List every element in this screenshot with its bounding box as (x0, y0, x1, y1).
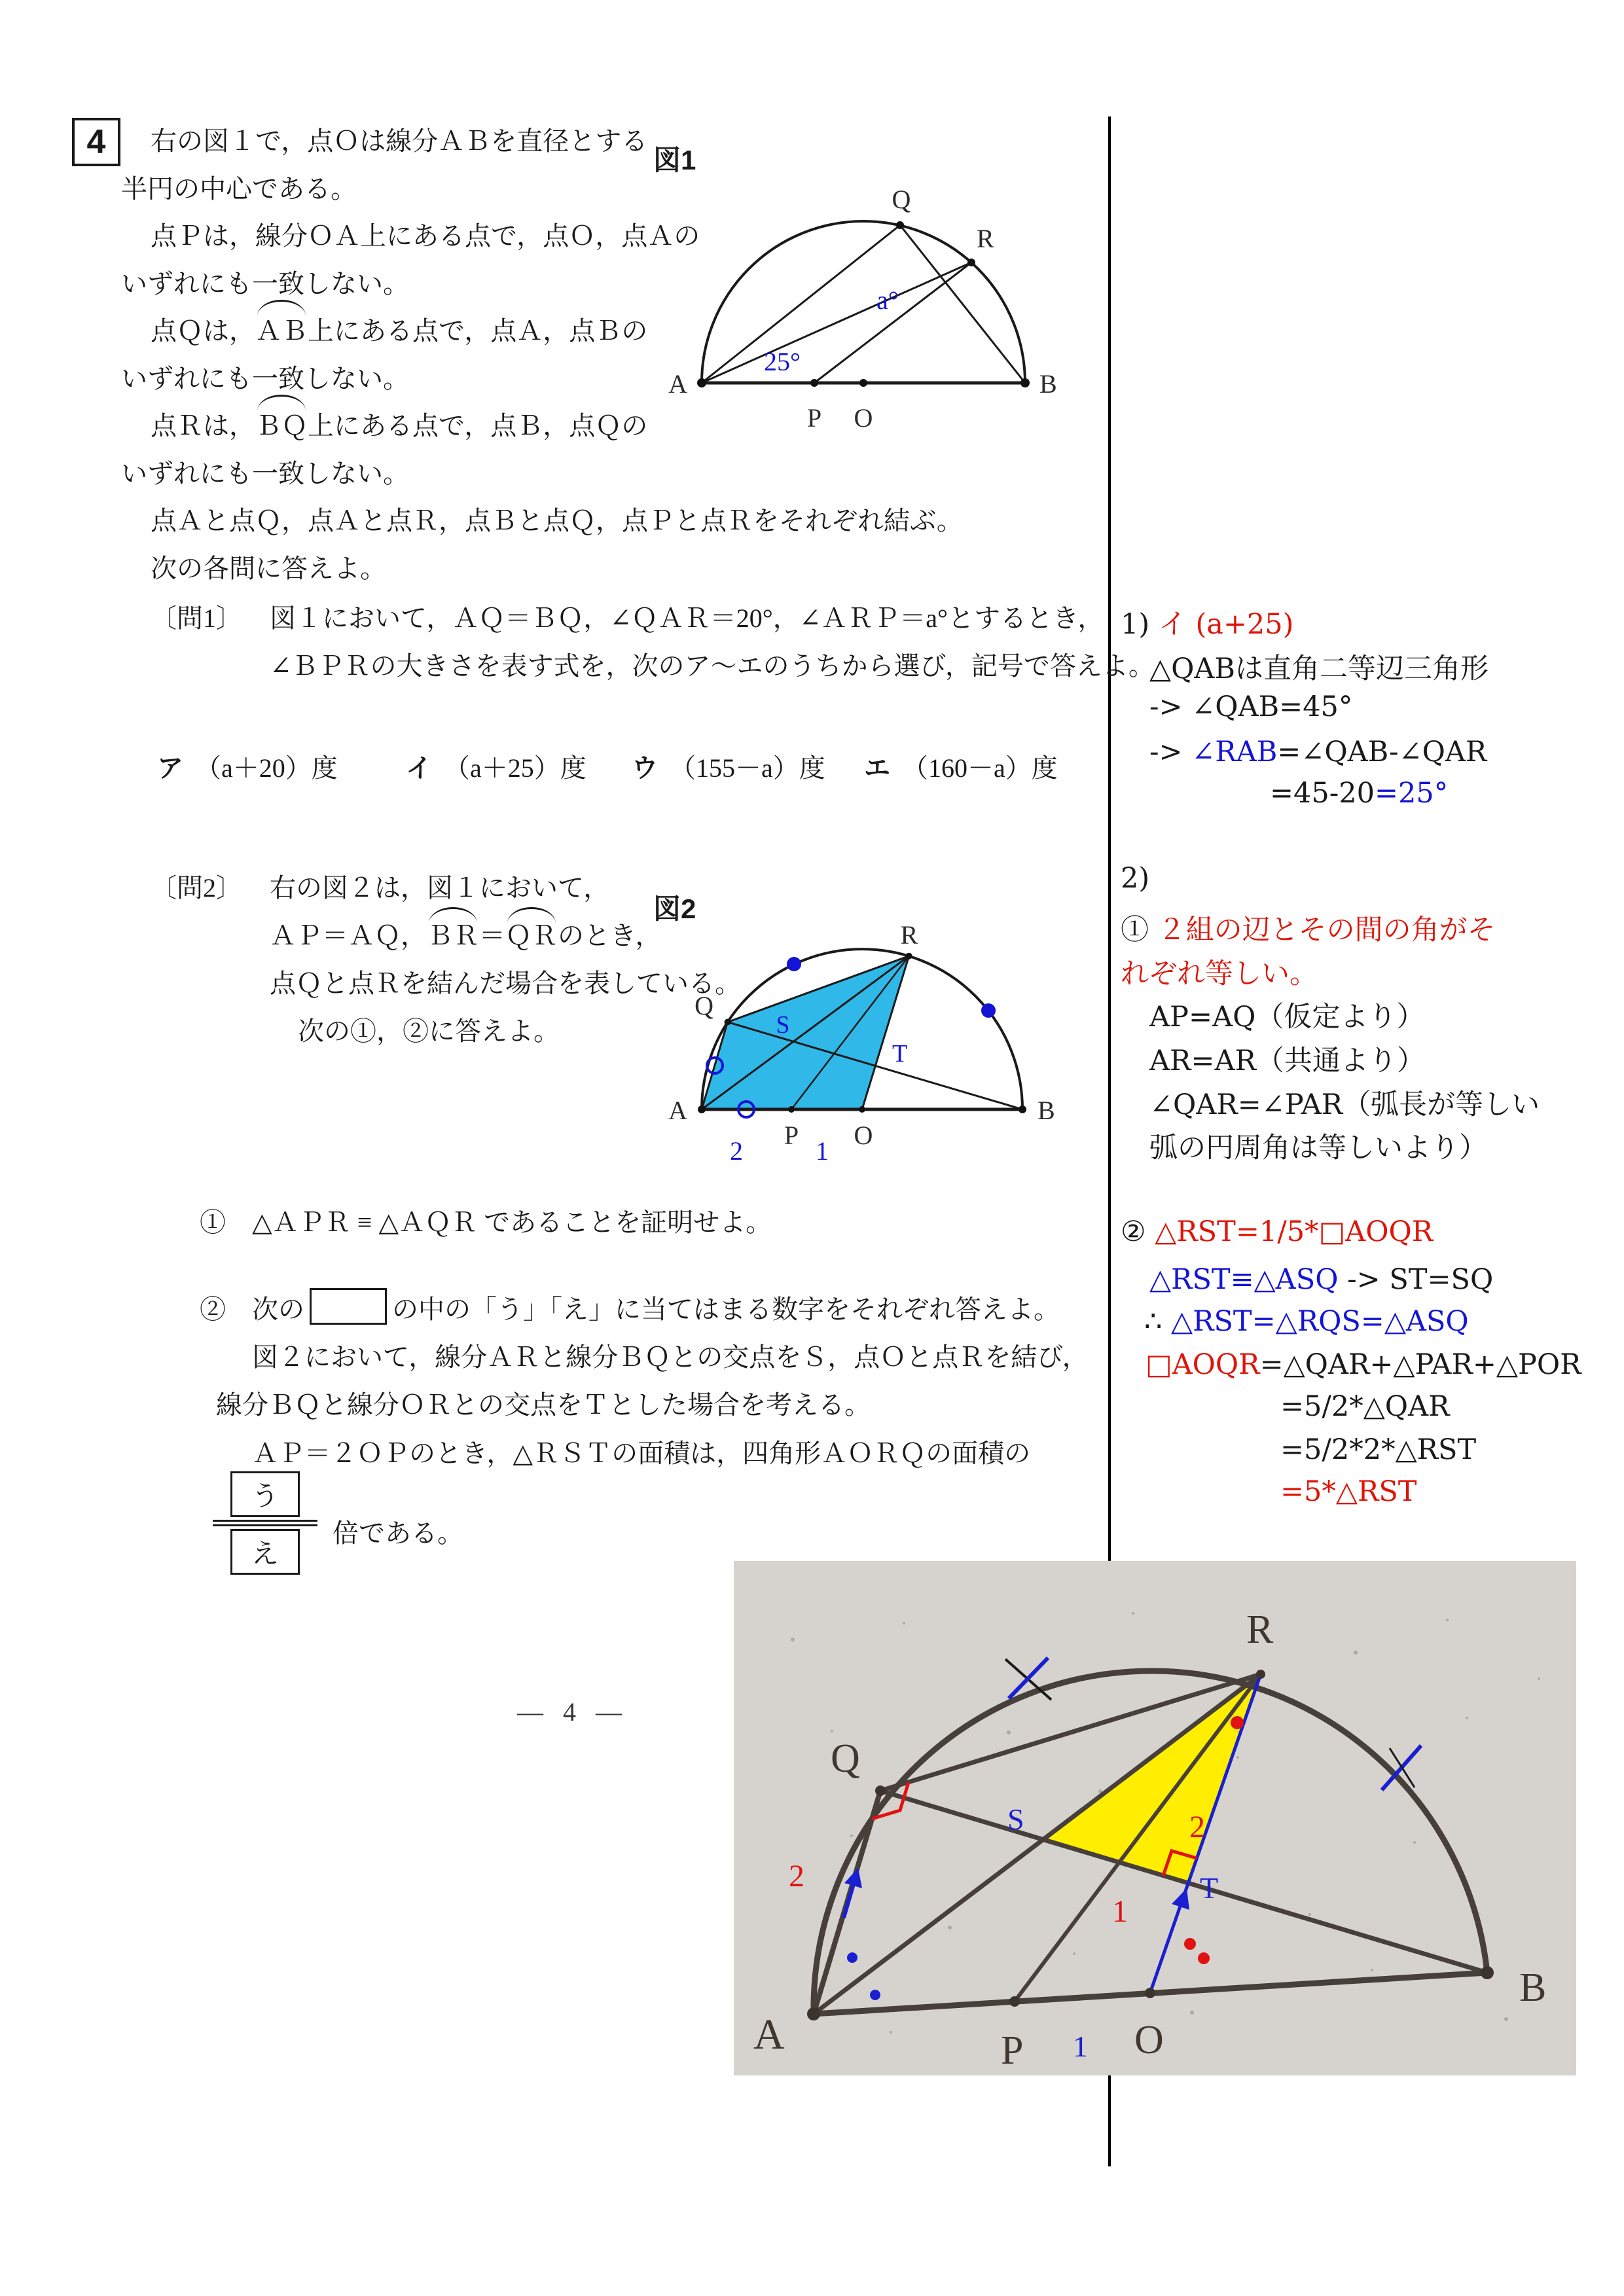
q2-sub2-suffix: 倍である。 (333, 1518, 463, 1548)
intro-line-2: 半円の中心である。 (121, 173, 357, 204)
fig1-label-Q: Q (892, 185, 911, 214)
fig1-chord-AQ (702, 225, 900, 383)
q1-choice-u-key: ウ (632, 754, 658, 783)
sol2-line-4: 弧の円周角は等しいより） (1149, 1132, 1487, 1164)
sol3-line-3 (1144, 1305, 1469, 1338)
sol2-line-3: ∠QAR=∠PAR（弧長が等しい (1149, 1088, 1540, 1121)
photo-label-R: R (1246, 1607, 1274, 1652)
fig1-diagram (622, 124, 1106, 439)
fig2-label-A: A (668, 1096, 687, 1125)
photo-point-B (1481, 1966, 1494, 1979)
fig2-label-B: B (1038, 1096, 1055, 1125)
fig1-point-B (1020, 378, 1030, 387)
sol2-line-1: AP=AQ（仮定より） (1149, 1001, 1425, 1033)
sol1-line-4-result: =25° (1375, 777, 1449, 810)
q1-choice-e-key: エ (864, 754, 890, 783)
photo-point-R (1256, 1670, 1265, 1679)
fig1-point-A (697, 378, 706, 387)
fig2-label-P: P (784, 1121, 799, 1150)
fig2-label-R: R (900, 920, 918, 950)
fig2-label-T: T (892, 1040, 908, 1067)
photo-label-S: S (1007, 1803, 1024, 1836)
photo-blue-dot-1 (847, 1952, 857, 1963)
fraction-denominator: え (251, 1539, 279, 1570)
q1-label: 〔問1〕 (151, 603, 242, 633)
sol3-quad-red: □AOQR (1146, 1348, 1260, 1381)
sol2-reason-red-1: ２組の辺とその間の角がそ (1149, 914, 1496, 946)
photo-point-A (807, 2007, 820, 2020)
sol1-head-num: 1) (1121, 608, 1150, 641)
fig1-label-A: A (668, 369, 687, 399)
fraction-numerator-box (230, 1471, 300, 1517)
sol2-circle-1: ① (1121, 914, 1149, 946)
photo-red-dot-O2 (1198, 1952, 1210, 1964)
photo-label-Q: Q (831, 1736, 860, 1781)
photo-label-T: T (1200, 1871, 1219, 1905)
fig1-label-B: B (1039, 369, 1057, 399)
q1-choice-e-value: （160－a）度 (902, 753, 1058, 783)
intro-line-4: いずれにも一致しない。 (121, 268, 409, 298)
sol2-line-2: AR=AR（共通より） (1149, 1045, 1425, 1077)
sol2-reason-line-1 (1121, 908, 1496, 948)
sol3-circle-2: ② (1121, 1215, 1146, 1248)
fig2-length-1: 1 (816, 1136, 829, 1166)
arc-BR: ＢＲ (427, 915, 479, 952)
sol1-line-3 (1149, 736, 1487, 768)
fig2-point-B (1019, 1105, 1026, 1113)
q1-line-1: 図１において，ＡＱ＝ＢＱ，∠ＱＡＲ＝20°，∠ＡＲＰ＝a°とするとき， (270, 603, 1104, 633)
photo-point-O (1145, 1988, 1155, 1998)
sol1-line-3-angle-RAB: ∠RAB (1191, 736, 1278, 768)
fig1-angle-25: 25° (764, 347, 801, 376)
fig1-title: 図1 (653, 145, 696, 175)
fig1-label-R: R (977, 224, 994, 253)
intro-line-8: いずれにも一致しない。 (121, 458, 409, 488)
fig1-point-O (859, 379, 867, 387)
q1-choice-i (406, 747, 586, 785)
fig2-diagram (622, 877, 1106, 1185)
photo-label-P: P (1001, 2028, 1024, 2073)
fig2-point-Q (725, 1019, 731, 1026)
sol3-line-6: =5/2*2*△RST (1280, 1433, 1477, 1466)
sol1-head (1121, 602, 1293, 642)
sol1-line-3-pre: -> (1149, 736, 1192, 768)
intro-line-3: 点Ｐは，線分ＯＡ上にある点で，点Ｏ，点Ａの (151, 221, 700, 251)
intro-line-5-pre: 点Ｑは， (151, 316, 255, 346)
arc-AB: ＡＢ (255, 308, 308, 355)
photo-point-Q (875, 1785, 886, 1796)
sol1-line-3-post: =∠QAB-∠QAR (1277, 736, 1487, 768)
q2-line-2-eq: ＝ (479, 921, 505, 950)
fraction-denominator-box (230, 1529, 300, 1575)
sol3-congruence-blue: △RST≡△ASQ (1149, 1263, 1339, 1296)
fig1-chord-BQ (900, 225, 1025, 383)
photo-length-1-blue: 1 (1073, 2030, 1088, 2063)
q2-sub2-line-1 (200, 1288, 1060, 1326)
photo-label-A: A (753, 2011, 785, 2058)
sol3-line-2 (1149, 1263, 1493, 1296)
q2-sub1: ① △ＡＰＲ ≡ △ＡＱＲ であることを証明せよ。 (200, 1208, 772, 1237)
q2-sub2-line-3: 線分ＢＱと線分ＯＲとの交点をＴとした場合を考える。 (216, 1390, 871, 1420)
sol3-line-7: =5*△RST (1280, 1475, 1417, 1508)
intro-line-6: いずれにも一致しない。 (121, 363, 409, 393)
q1-choice-i-value: （a＋25）度 (444, 753, 586, 783)
q1-choice-a-key: ア (157, 754, 183, 783)
arc-BQ: ＢＱ (255, 403, 308, 450)
sol2-head: 2) (1121, 862, 1150, 895)
fig1-label-P: P (806, 403, 822, 433)
intro-line-7-post: 上にある点で，点Ｂ，点Ｑの (308, 411, 648, 440)
q1-choice-e (864, 747, 1058, 785)
photo-blue-dot-2 (870, 1990, 880, 2000)
intro-line-9: 点Ａと点Ｑ，点Ａと点Ｒ，点Ｂと点Ｑ，点Ｐと点Ｒをそれぞれ結ぶ。 (151, 506, 963, 535)
photo-label-B: B (1519, 1965, 1547, 2010)
q2-line-2-pre: ＡＰ＝ＡＱ， (270, 921, 427, 950)
sol1-line-2: -> ∠QAB=45° (1149, 691, 1353, 723)
fig2-length-2: 2 (730, 1136, 743, 1166)
q2-line-3: 点Ｑと点Ｒを結んだ場合を表している。 (270, 969, 741, 998)
q1-line-2: ∠ＢＰＲの大きさを表す式を，次のア～エのうちから選び，記号で答えよ。 (270, 651, 1155, 681)
photo-mark-1-OR: 1 (1112, 1894, 1128, 1929)
fig2-label-Q: Q (695, 991, 713, 1020)
fraction-numerator: う (251, 1482, 279, 1512)
arc-QR: ＱＲ (505, 915, 558, 952)
q1-choice-i-key: イ (406, 754, 432, 783)
fig2-arc-mark-QR-dot (787, 957, 801, 971)
answer-blank-box (310, 1288, 387, 1325)
intro-line-1: 右の図１で，点Ｏは線分ＡＢを直径とする (151, 126, 648, 156)
intro-line-10: 次の各問に答えよ。 (151, 553, 386, 583)
sol1-line-1: △QABは直角二等辺三角形 (1149, 653, 1489, 685)
photo-red-dot-R (1231, 1716, 1244, 1729)
fig1-point-P (810, 379, 818, 387)
q2-line-4: 次の①，②に答えよ。 (298, 1016, 560, 1046)
fig1-label-O: O (854, 403, 873, 433)
q2-sub2-post: の中の「う」「え」に当てはまる数字をそれぞれ答えよ。 (392, 1295, 1060, 1324)
sol3-claim-red: △RST=1/5*□AOQR (1146, 1215, 1434, 1248)
problem-number-box (72, 118, 120, 166)
q1-choice-u (632, 747, 825, 785)
fig2-title: 図2 (653, 893, 696, 924)
fig2-point-R (906, 953, 912, 960)
fig2-arc-mark-RB-dot (981, 1003, 996, 1018)
fig2-point-A (698, 1105, 706, 1113)
q2-line-1: 右の図２は，図１において， (270, 873, 610, 903)
q2-label: 〔問2〕 (151, 873, 242, 903)
photo-mark-2-RT: 2 (1189, 1810, 1205, 1844)
intro-line-5-post: 上にある点で，点Ａ，点Ｂの (308, 316, 648, 346)
photo-red-dot-O1 (1184, 1938, 1196, 1950)
q2-sub2-line-4: ＡＰ＝２ＯＰのとき，△ＲＳＴの面積は，四角形ＡＯＲＱの面積の (252, 1439, 1031, 1468)
fig2-point-O (859, 1106, 865, 1113)
page-number: ― 4 ― (517, 1697, 628, 1727)
fig1-angle-a: a° (876, 285, 899, 315)
sol3-therefore: ∴ (1144, 1305, 1172, 1338)
sol1-line-4 (1270, 777, 1448, 810)
fig2-point-P (788, 1106, 795, 1113)
q1-choice-u-value: （155－a）度 (670, 753, 825, 783)
fig1-point-Q (896, 221, 904, 229)
q1-choice-a-value: （a＋20）度 (195, 753, 338, 783)
q2-line-2 (270, 915, 661, 952)
photo-label-O: O (1134, 2018, 1164, 2062)
fraction-bar (213, 1520, 317, 1526)
intro-line-7-pre: 点Ｒは， (151, 411, 255, 440)
fig2-label-S: S (776, 1011, 790, 1039)
photo-hand-drawn-diagram (734, 1561, 1576, 2075)
fig2-label-O: O (854, 1121, 873, 1150)
sol3-line-5: =5/2*△QAR (1280, 1390, 1450, 1423)
problem-number: 4 (86, 123, 106, 161)
sol3-line-2-post: -> ST=SQ (1338, 1263, 1494, 1296)
q1-choice-a (157, 747, 338, 785)
answer-fraction (213, 1471, 317, 1575)
photo-point-P (1009, 1996, 1020, 2007)
sol3-equality-blue: △RST=△RQS=△ASQ (1171, 1305, 1469, 1338)
fig1-point-R (967, 259, 975, 266)
sol1-answer: イ (a+25) (1158, 608, 1294, 641)
sol3-line-4 (1146, 1348, 1581, 1381)
photo-mark-2-AQ: 2 (789, 1859, 804, 1893)
sol3-head (1121, 1215, 1433, 1248)
q2-sub2-pre: ② 次の (200, 1295, 304, 1324)
sol3-line-4-post: =△QAR+△PAR+△POR (1259, 1348, 1581, 1381)
q2-line-2-post: のとき， (558, 921, 662, 950)
sol2-reason-line-2: れぞれ等しい。 (1121, 958, 1318, 990)
sol1-line-4-black: =45-20 (1270, 777, 1375, 810)
q2-sub2-line-2: 図２において，線分ＡＲと線分ＢＱとの交点をＳ，点Ｏと点Ｒを結び， (252, 1342, 1089, 1372)
